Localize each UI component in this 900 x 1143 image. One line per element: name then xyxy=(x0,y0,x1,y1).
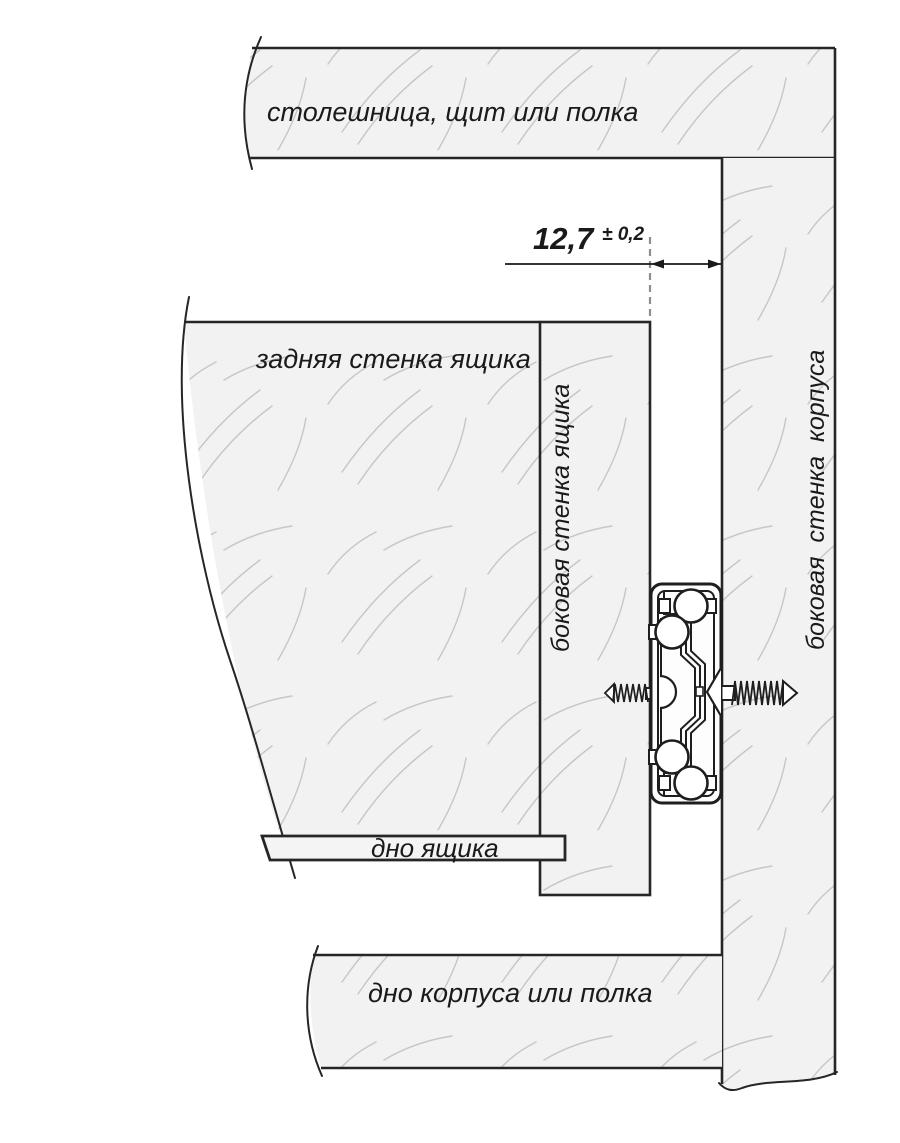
cabinet-bottom-panel xyxy=(310,955,722,1068)
drawer-back-label: задняя стенка ящика xyxy=(256,344,531,374)
countertop-label: столешница, щит или полка xyxy=(267,97,639,127)
ball-bearing-bottom-outer xyxy=(675,767,708,800)
dimension-arrow-right xyxy=(708,260,721,269)
drawer-bottom-label: дно ящика xyxy=(371,833,499,863)
cabinet-side-label: боковая стенка корпуса xyxy=(802,349,830,650)
slide-mechanism xyxy=(649,584,721,803)
dimension-arrow-left xyxy=(651,260,664,269)
dimension xyxy=(505,221,721,320)
dimension-value: 12,7 xyxy=(533,221,594,256)
cabinet-bottom-label: дно корпуса или полка xyxy=(368,978,653,1008)
dimension-tolerance: ± 0,2 xyxy=(602,224,645,245)
ball-bearing-top-inner xyxy=(656,616,689,649)
drawer-back-wall xyxy=(184,322,540,836)
drawer-side-label: боковая стенка ящика xyxy=(547,383,575,652)
